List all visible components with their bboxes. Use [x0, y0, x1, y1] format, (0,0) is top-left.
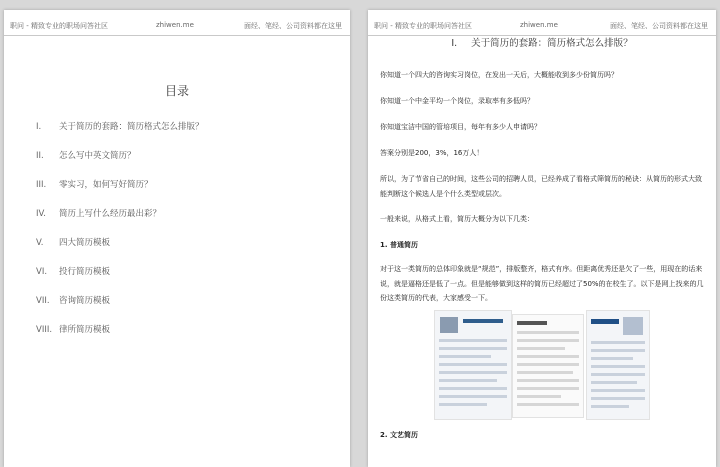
answer-text: 答案分别是200，3%，16万人！ [380, 149, 484, 157]
header-center: zhiwen.me [156, 21, 194, 29]
toc-item-label: 投行简历模板 [59, 267, 111, 277]
section-title-text: 关于简历的套路：简历格式怎么排版？ [471, 38, 633, 49]
toc-item[interactable] [36, 294, 204, 323]
section-title [368, 35, 716, 49]
toc-item-label: 关于简历的套路：简历格式怎么排版？ [59, 122, 204, 132]
heading-1: 1. 普通简历 [380, 241, 418, 249]
toc-item-label: 律所简历模板 [59, 325, 111, 335]
paragraph-1: 所以，为了节省自己的时间，这些公司的招聘人员，已经养成了看格式筛简历的秘诀：从简历的形式大致能判断这个候选人是个什么类型或层次。 [380, 175, 702, 198]
toc-item[interactable] [36, 149, 204, 178]
header-right: 面经、笔经、公司资料都在这里 [244, 22, 342, 30]
resume-sample-image [512, 314, 584, 418]
resume-sample-image [586, 310, 650, 420]
toc-item-number: II. [36, 151, 44, 161]
toc-item[interactable] [36, 207, 204, 236]
toc-item-label: 零实习，如何写好简历？ [59, 180, 153, 190]
toc-item-number: VI. [36, 267, 48, 277]
toc-item-number: I. [36, 122, 42, 132]
toc-item-number: III. [36, 180, 47, 190]
resume-samples [368, 310, 716, 420]
toc-item-label: 咨询简历模板 [59, 296, 111, 306]
page-header [4, 10, 350, 36]
toc-item-label: 四大简历模板 [59, 238, 111, 248]
question-3: 你知道宝洁中国的管培项目，每年有多少人申请吗？ [380, 123, 541, 131]
toc-item[interactable] [36, 323, 204, 352]
section-number: I. [451, 38, 458, 49]
paragraph-2: 一般来说，从格式上看，简历大概分为以下几类： [380, 215, 534, 223]
question-2: 你知道一个中金平均一个岗位，录取率有多低吗？ [380, 97, 534, 105]
toc-item-number: VII. [36, 296, 50, 306]
header-left: 职问 - 精致专业的职场问答社区 [374, 22, 472, 30]
right-page [368, 10, 716, 467]
toc-item[interactable] [36, 120, 204, 149]
resume-sample-image [434, 310, 512, 420]
toc-item[interactable] [36, 178, 204, 207]
left-page [4, 10, 350, 467]
toc-item-number: IV. [36, 209, 46, 219]
toc-item-number: V. [36, 238, 44, 248]
toc-item-number: VIII. [36, 325, 53, 335]
toc-item[interactable] [36, 236, 204, 265]
header-center: zhiwen.me [520, 21, 558, 29]
toc-item-label: 简历上写什么经历最出彩？ [59, 209, 162, 219]
question-1: 你知道一个四大的咨询实习岗位，在发出一天后，大概能收到多少份简历吗？ [380, 71, 618, 79]
toc-item-label: 怎么写中英文简历？ [59, 151, 136, 161]
heading-2: 2. 文艺简历 [380, 431, 418, 439]
toc-title: 目录 [164, 84, 189, 98]
header-left: 职问 - 精致专业的职场问答社区 [10, 22, 108, 30]
paragraph-3: 对于这一类简历的总体印象就是“规范”，排版整齐，格式有序。但距离优秀还是欠了一些，用现在的话来说，就是逼格还是低了一点。但是能够做到这样的简历已经超过了50%的在校生了。以下是网上找来的几份这类简历的代表，大家感受一下。 [380, 265, 704, 302]
table-of-contents [36, 120, 204, 352]
header-right: 面经、笔经、公司资料都在这里 [610, 22, 708, 30]
page-header [368, 10, 716, 36]
toc-item[interactable] [36, 265, 204, 294]
